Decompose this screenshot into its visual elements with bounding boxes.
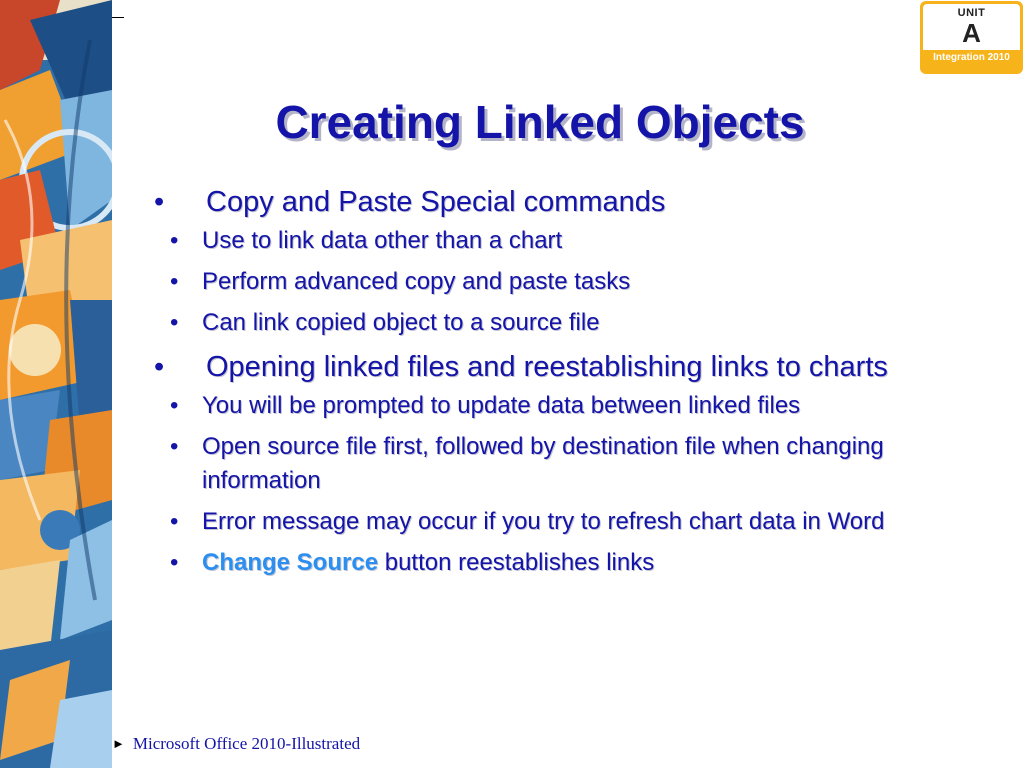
sub-bullet-item [150,265,980,299]
sub-bullet-text: Perform advanced copy and paste tasks [202,268,631,295]
sub-bullet-dot: • [170,227,179,254]
abstract-painting-image [0,0,112,768]
sub-bullet-dot: • [170,549,179,576]
sub-bullet-text: Can link copied object to a source file [202,309,600,336]
sub-bullet-dot: • [170,392,179,419]
sub-bullet-item [150,430,980,498]
sub-bullet-text: button reestablishes links [378,549,655,576]
footer-arrow-icon: ► [112,736,125,751]
slide-title: Creating Linked Objects [275,96,805,148]
sub-bullet-dot: • [170,508,179,535]
sub-bullet-dot: • [170,433,179,460]
sub-bullet-dot: • [170,268,179,295]
footer-text: Microsoft Office 2010-Illustrated [132,734,361,753]
unit-letter: A [962,18,981,48]
bullet-item [150,347,980,580]
sub-bullet-list [150,389,980,580]
unit-badge-panel [923,4,1020,50]
sub-bullet-item [150,224,980,258]
sub-bullet-item [150,546,980,580]
sub-bullet-text: Use to link data other than a chart [202,227,563,254]
bullet-list [150,178,980,587]
bullet-dot: • [154,186,165,218]
unit-badge [920,1,1023,74]
sub-bullet-item [150,306,980,340]
bullet-text: Opening linked files and reestablishing links to charts [206,351,888,383]
change-source-highlight: Change Source [202,549,379,576]
sub-bullet-list [150,224,980,340]
decorative-art-strip [0,0,112,768]
unit-word: UNIT [957,7,986,19]
footer [112,733,360,755]
bullet-dot: • [154,351,165,383]
sub-bullet-text: Open source file first, followed by destination file when changing information [202,433,884,494]
sub-bullet-text: You will be prompted to update data between linked files [202,392,801,419]
bullet-item [150,182,980,340]
sub-bullet-dot: • [170,309,179,336]
sub-bullet-item [150,505,980,539]
sub-bullet-text: Error message may occur if you try to refresh chart data in Word [202,508,885,535]
bullet-text: Copy and Paste Special commands [206,186,666,218]
top-dash-mark [112,17,124,18]
unit-subtitle: Integration 2010 [933,52,1010,63]
sub-bullet-item [150,389,980,423]
